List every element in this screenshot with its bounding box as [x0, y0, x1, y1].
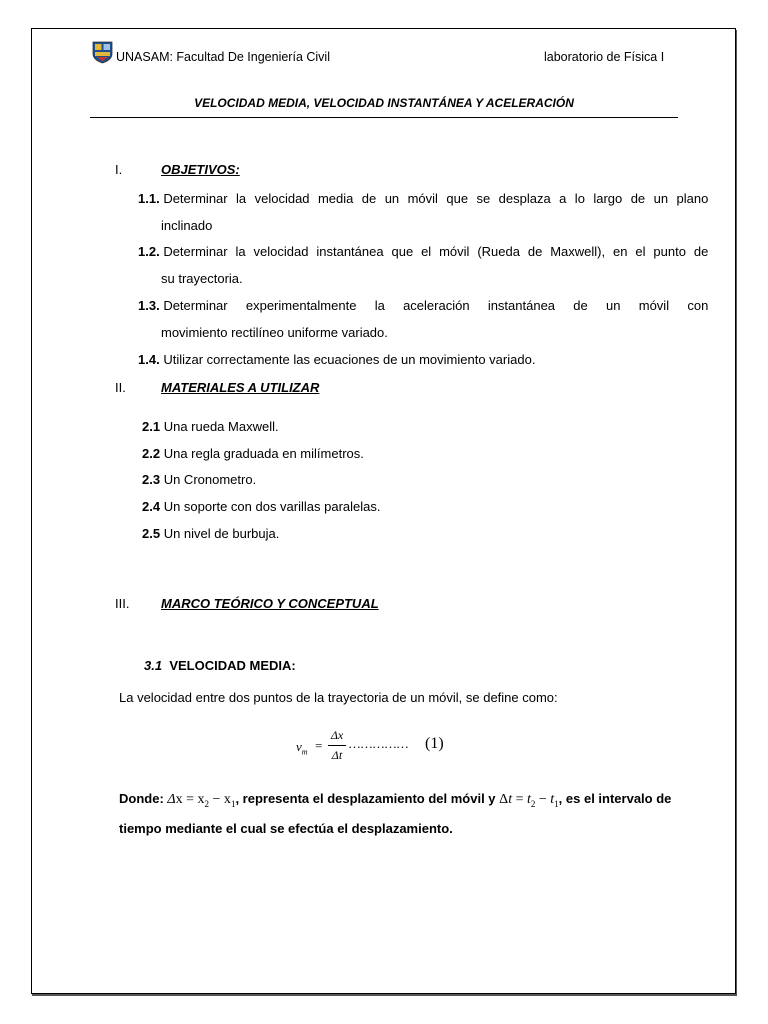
- material-item: [142, 446, 364, 461]
- time-interval-formula: $\Delta t = t_2 - t_1$: [499, 792, 559, 809]
- title-underline: [90, 117, 678, 118]
- material-item: [142, 472, 256, 487]
- objective-1-2-cont: su trayectoria.: [161, 271, 243, 286]
- objective-1-1-cont: inclinado: [161, 218, 213, 233]
- equation-fraction: [328, 728, 346, 763]
- equals-sign: =: [315, 738, 323, 753]
- section-3-title: MARCO TEÓRICO Y CONCEPTUAL: [161, 596, 379, 611]
- header-course: laboratorio de Física I: [544, 50, 665, 64]
- donde-line: [119, 791, 671, 809]
- material-text: Un nivel de burbuja.: [163, 526, 280, 541]
- objective-1-3: [138, 298, 713, 313]
- material-text: Un soporte con dos varillas paralelas.: [163, 499, 381, 514]
- objective-1-3-number: 1.3.: [138, 298, 160, 313]
- subsection-title: VELOCIDAD MEDIA:: [169, 658, 296, 673]
- displacement-formula: $\Delta x = x_2 - x_1$: [167, 792, 236, 809]
- page-border: [31, 28, 736, 994]
- material-item: [142, 526, 279, 541]
- material-text: Un Cronometro.: [163, 472, 257, 487]
- donde-line-2: tiempo mediante el cual se efectúa el desplazamiento.: [119, 821, 453, 836]
- fraction-numerator: Δx: [330, 728, 344, 742]
- material-number: 2.4: [142, 499, 161, 514]
- header-institution: UNASAM: Facultad De Ingeniería Civil: [116, 50, 330, 64]
- fraction-bar: [328, 745, 346, 746]
- objective-1-1: [138, 191, 713, 206]
- section-1-number: I.: [115, 162, 123, 177]
- material-number: 2.3: [142, 472, 161, 487]
- equation-dots: ……………: [348, 736, 408, 751]
- objective-1-2-text: Determinar la velocidad instantánea que el móvil (Rueda de Maxwell), en el punto de: [163, 244, 709, 259]
- objective-1-1-text: Determinar la velocidad media de un móvil que se desplaza a lo largo de un plano: [163, 191, 709, 206]
- material-number: 2.1: [142, 419, 161, 434]
- page-title: VELOCIDAD MEDIA, VELOCIDAD INSTANTÁNEA Y ACELERACIÓN: [194, 96, 574, 110]
- donde-middle: , representa el desplazamiento del móvil y: [235, 791, 496, 806]
- material-text: Una rueda Maxwell.: [163, 419, 279, 434]
- material-number: 2.2: [142, 446, 161, 461]
- objective-1-3-cont: movimiento rectilíneo uniforme variado.: [161, 325, 388, 340]
- material-number: 2.5: [142, 526, 161, 541]
- fraction-denominator: Δt: [331, 748, 343, 762]
- equation-lhs: $v_m$: [296, 739, 308, 757]
- subsection-number: 3.1: [144, 658, 163, 673]
- equation-tag: (1): [425, 735, 444, 752]
- objective-1-2: [138, 244, 713, 259]
- objective-1-3-text: Determinar experimentalmente la aceleración instantánea de un móvil con: [163, 298, 709, 313]
- objective-1-1-number: 1.1.: [138, 191, 160, 206]
- material-item: [142, 499, 380, 514]
- material-item: [142, 419, 279, 434]
- section-3-number: III.: [115, 596, 130, 611]
- intro-paragraph: La velocidad entre dos puntos de la trayectoria de un móvil, se define como:: [119, 690, 558, 705]
- donde-label: Donde:: [119, 791, 164, 806]
- section-2-title: MATERIALES A UTILIZAR: [161, 380, 320, 395]
- objective-1-4-number: 1.4.: [138, 352, 160, 367]
- material-text: Una regla graduada en milímetros.: [163, 446, 364, 461]
- objective-1-2-number: 1.2.: [138, 244, 160, 259]
- equation-1: [296, 728, 456, 768]
- section-2-number: II.: [115, 380, 126, 395]
- subsection-3-1: [144, 658, 296, 673]
- section-1-title: OBJETIVOS:: [161, 162, 240, 177]
- university-crest-icon: [92, 41, 113, 64]
- objective-1-4: [138, 352, 535, 367]
- donde-end: , es el intervalo de: [558, 791, 672, 806]
- objective-1-4-text: Utilizar correctamente las ecuaciones de un movimiento variado.: [163, 352, 536, 367]
